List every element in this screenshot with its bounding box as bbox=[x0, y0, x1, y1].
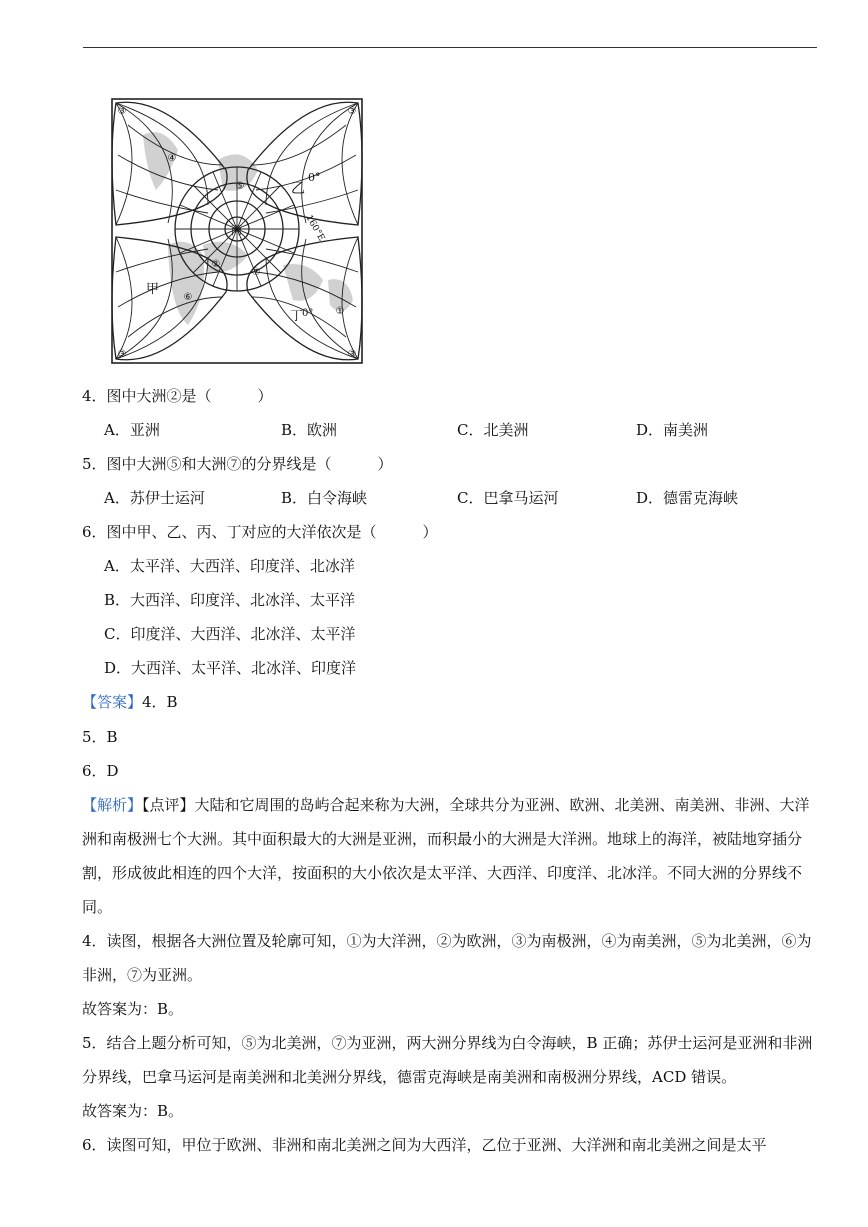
map-num-corner-tr: ③ bbox=[347, 106, 357, 117]
map-num-4: ④ bbox=[167, 153, 177, 164]
map-num-corner-br: ③ bbox=[347, 349, 357, 360]
ocean-label-yi: 乙 bbox=[291, 181, 305, 197]
q5-option-c[interactable]: C．巴拿马运河 bbox=[457, 489, 559, 507]
review-tag: 【点评】 bbox=[142, 796, 195, 814]
q6-option-a[interactable]: A．太平洋、大西洋、印度洋、北冰洋 bbox=[104, 557, 355, 575]
question-4-stem: 4．图中大洲②是（ bbox=[82, 387, 212, 405]
answer-line-5: 5．B bbox=[82, 728, 118, 746]
analysis-q4: 4．读图，根据各大洲位置及轮廓可知，①为大洋洲，②为欧洲，③为南极洲，④为南美洲，⑤为北美洲，⑥为非洲，⑦为亚洲。 bbox=[82, 932, 812, 984]
question-5-stem: 5．图中大洲⑤和大洲⑦的分界线是（ bbox=[82, 455, 332, 473]
map-num-7: ⑦ bbox=[251, 267, 261, 278]
analysis-tag: 【解析】 bbox=[82, 796, 143, 814]
question-6: 6．图中甲、乙、丙、丁对应的大洋依次是（ ） bbox=[82, 523, 438, 541]
question-5: 5．图中大洲⑤和大洲⑦的分界线是（ ） bbox=[82, 455, 393, 473]
answer-line-4: 【答案】4．B bbox=[82, 693, 178, 711]
map-num-5: ⑤ bbox=[235, 181, 245, 192]
analysis-q6: 6．读图可知，甲位于欧洲、非洲和南北美洲之间为大西洋，乙位于亚洲、大洋洲和南北美洲之间是太平 bbox=[82, 1136, 767, 1154]
q5-option-a[interactable]: A．苏伊士运河 bbox=[104, 489, 205, 507]
map-num-2: ② bbox=[211, 259, 221, 270]
map-num-corner-tl: ③ bbox=[117, 106, 127, 117]
map-num-1: ① bbox=[335, 306, 345, 317]
map-num-6: ⑥ bbox=[183, 292, 193, 303]
label-160e: 160°E bbox=[303, 213, 327, 243]
q5-option-b[interactable]: B．白令海峡 bbox=[281, 489, 368, 507]
q6-option-d[interactable]: D．大西洋、太平洋、北冰洋、印度洋 bbox=[104, 659, 357, 677]
analysis-intro: 【解析】【点评】大陆和它周围的岛屿合起来称为大洲，全球共分为亚洲、欧洲、北美洲、南美洲、非洲、大洋洲和南极洲七个大洲。其中面积最大的大洲是亚洲，而积最小的大洲是大洋洲。地球上的海洋，被陆地穿插分割，形成彼此相连的四个大洋，按面积的大小依次是太平洋、大西洋、印度洋、北冰洋。不同大洲的分界线不同。 bbox=[82, 796, 810, 916]
question-4: 4．图中大洲②是（ ） bbox=[82, 387, 273, 405]
answer-line-6: 6．D bbox=[82, 762, 119, 780]
q5-option-d[interactable]: D．德雷克海峡 bbox=[636, 489, 739, 507]
analysis-q5-answer: 故答案为：B。 bbox=[82, 1102, 184, 1120]
label-0deg-top: 0° bbox=[308, 171, 321, 184]
q4-option-d[interactable]: D．南美洲 bbox=[636, 421, 709, 439]
q6-option-c[interactable]: C．印度洋、大西洋、北冰洋、太平洋 bbox=[104, 625, 356, 643]
question-6-stem: 6．图中甲、乙、丙、丁对应的大洋依次是（ bbox=[82, 523, 377, 541]
map-num-corner-bl: ③ bbox=[117, 349, 127, 360]
q6-option-b[interactable]: B．大西洋、印度洋、北冰洋、太平洋 bbox=[104, 591, 356, 609]
analysis-q5: 5．结合上题分析可知，⑤为北美洲，⑦为亚洲，两大洲分界线为白令海峡，B 正确；苏伊士运河是亚洲和非洲分界线，巴拿马运河是南美洲和北美洲分界线，德雷克海峡是南美洲和南极洲分界线，ACD 错误。 bbox=[82, 1034, 813, 1086]
analysis-q4-answer: 故答案为：B。 bbox=[82, 1000, 184, 1018]
ocean-label-bing: 丙 bbox=[231, 224, 242, 237]
label-0deg-bottom: 0° bbox=[302, 308, 314, 319]
answer-tag: 【答案】 bbox=[82, 693, 143, 711]
ocean-label-ding: 丁 bbox=[290, 309, 304, 324]
world-map-figure bbox=[108, 95, 366, 367]
petal-top-right bbox=[247, 102, 362, 225]
header-rule bbox=[83, 47, 817, 48]
q4-option-c[interactable]: C．北美洲 bbox=[457, 421, 529, 439]
ocean-label-jia: 甲 bbox=[146, 282, 160, 297]
q4-option-a[interactable]: A．亚洲 bbox=[104, 421, 160, 439]
q4-option-b[interactable]: B．欧洲 bbox=[281, 421, 338, 439]
